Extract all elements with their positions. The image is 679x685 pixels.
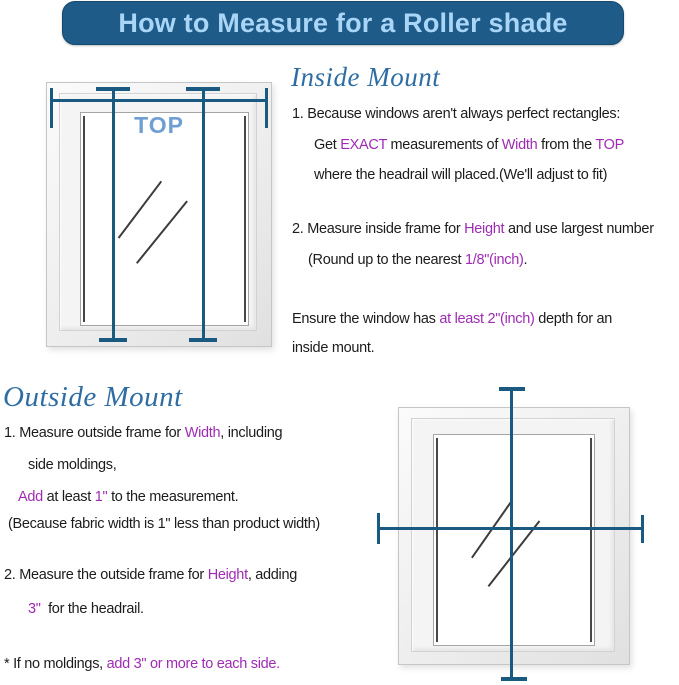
- outside-step1-line4: [8, 516, 320, 532]
- text-segment-accent: TOP: [595, 137, 624, 153]
- text-segment-accent: Add: [18, 489, 43, 505]
- inside-step1-line2: [314, 137, 624, 153]
- outside-mount-window-illustration: [398, 407, 630, 665]
- height-measure-line: [112, 89, 115, 341]
- text-segment: , including: [220, 425, 283, 441]
- text-segment-accent: 1/8"(inch): [464, 252, 524, 268]
- inside-step1-line3: [314, 167, 607, 183]
- measure-end-tick: [265, 88, 268, 128]
- text-segment: Get: [314, 137, 341, 153]
- text-segment: from the: [537, 137, 596, 153]
- height-measure-line: [202, 89, 205, 341]
- text-segment: 2. Measure the outside frame for: [4, 567, 208, 583]
- measure-end-tick: [99, 338, 127, 342]
- width-measure-line: [378, 527, 644, 530]
- text-segment-accent: EXACT: [340, 137, 387, 153]
- text-segment: .: [523, 252, 528, 268]
- outside-step2-line2: [28, 601, 144, 617]
- measure-end-tick: [499, 387, 525, 391]
- text-segment-accent: add 3" or more to each side.: [106, 656, 280, 672]
- text-segment: measurements of: [386, 137, 502, 153]
- width-measure-line: [50, 99, 268, 102]
- outside-step2-line1: [4, 567, 297, 583]
- inside-mount-heading: Inside Mount: [291, 62, 441, 92]
- window-glass: [433, 434, 595, 646]
- text-segment: 2. Measure inside frame for: [292, 221, 465, 237]
- text-segment: (Because fabric width is 1" less than product width): [8, 516, 320, 532]
- measure-end-tick: [96, 87, 130, 91]
- text-segment: (Round up to the nearest: [308, 252, 465, 268]
- glass-edge-line: [436, 438, 438, 642]
- text-segment: depth for an: [534, 311, 613, 327]
- inside-step1-line1: [292, 106, 620, 122]
- measure-end-tick: [189, 338, 217, 342]
- text-segment: * If no moldings,: [4, 656, 107, 672]
- measure-end-tick: [50, 88, 53, 128]
- text-segment: , adding: [247, 567, 298, 583]
- text-segment: and use largest number: [504, 221, 654, 237]
- glass-edge-line: [83, 116, 85, 322]
- page-title: How to Measure for a Roller shade: [118, 7, 568, 38]
- inside-depth-note-line2: [292, 340, 374, 356]
- window-glass: [80, 112, 249, 326]
- top-label: TOP: [134, 112, 184, 138]
- text-segment: at least: [42, 489, 95, 505]
- inside-step2-line2: [308, 252, 527, 268]
- glass-edge-line: [244, 116, 246, 322]
- text-segment-accent: Width: [501, 137, 538, 153]
- outside-step1-line3: [18, 489, 238, 505]
- outside-step1-line1: [4, 425, 282, 441]
- text-segment: for the headrail.: [40, 601, 144, 617]
- measure-end-tick: [501, 677, 527, 681]
- text-segment-accent: Width: [184, 425, 221, 441]
- text-segment: side moldings,: [28, 457, 117, 473]
- text-segment-accent: at least 2"(inch): [439, 311, 535, 327]
- outside-moldings-note: [4, 656, 280, 672]
- text-segment: Ensure the window has: [292, 311, 440, 327]
- text-segment-accent: 1": [94, 489, 108, 505]
- text-segment-accent: Height: [207, 567, 248, 583]
- title-banner: [62, 1, 624, 45]
- outside-mount-heading: Outside Mount: [3, 381, 183, 413]
- inside-depth-note-line1: [292, 311, 612, 327]
- text-segment: inside mount.: [292, 340, 375, 356]
- outside-step1-line2: [28, 457, 117, 473]
- height-measure-line: [510, 389, 513, 679]
- inside-step2-line1: [292, 221, 654, 237]
- measure-end-tick: [186, 87, 220, 91]
- text-segment: 1. Because windows aren't always perfect rectangles:: [292, 106, 621, 122]
- glass-edge-line: [590, 438, 592, 642]
- text-segment: where the headrail will placed.(We'll adjust to fit): [314, 167, 608, 183]
- measure-end-tick: [641, 515, 644, 543]
- text-segment: to the measurement.: [107, 489, 239, 505]
- inside-mount-window-illustration: [46, 82, 272, 347]
- text-segment-accent: 3": [28, 601, 41, 617]
- text-segment-accent: Height: [464, 221, 505, 237]
- text-segment: 1. Measure outside frame for: [4, 425, 185, 441]
- measure-end-tick: [377, 513, 380, 544]
